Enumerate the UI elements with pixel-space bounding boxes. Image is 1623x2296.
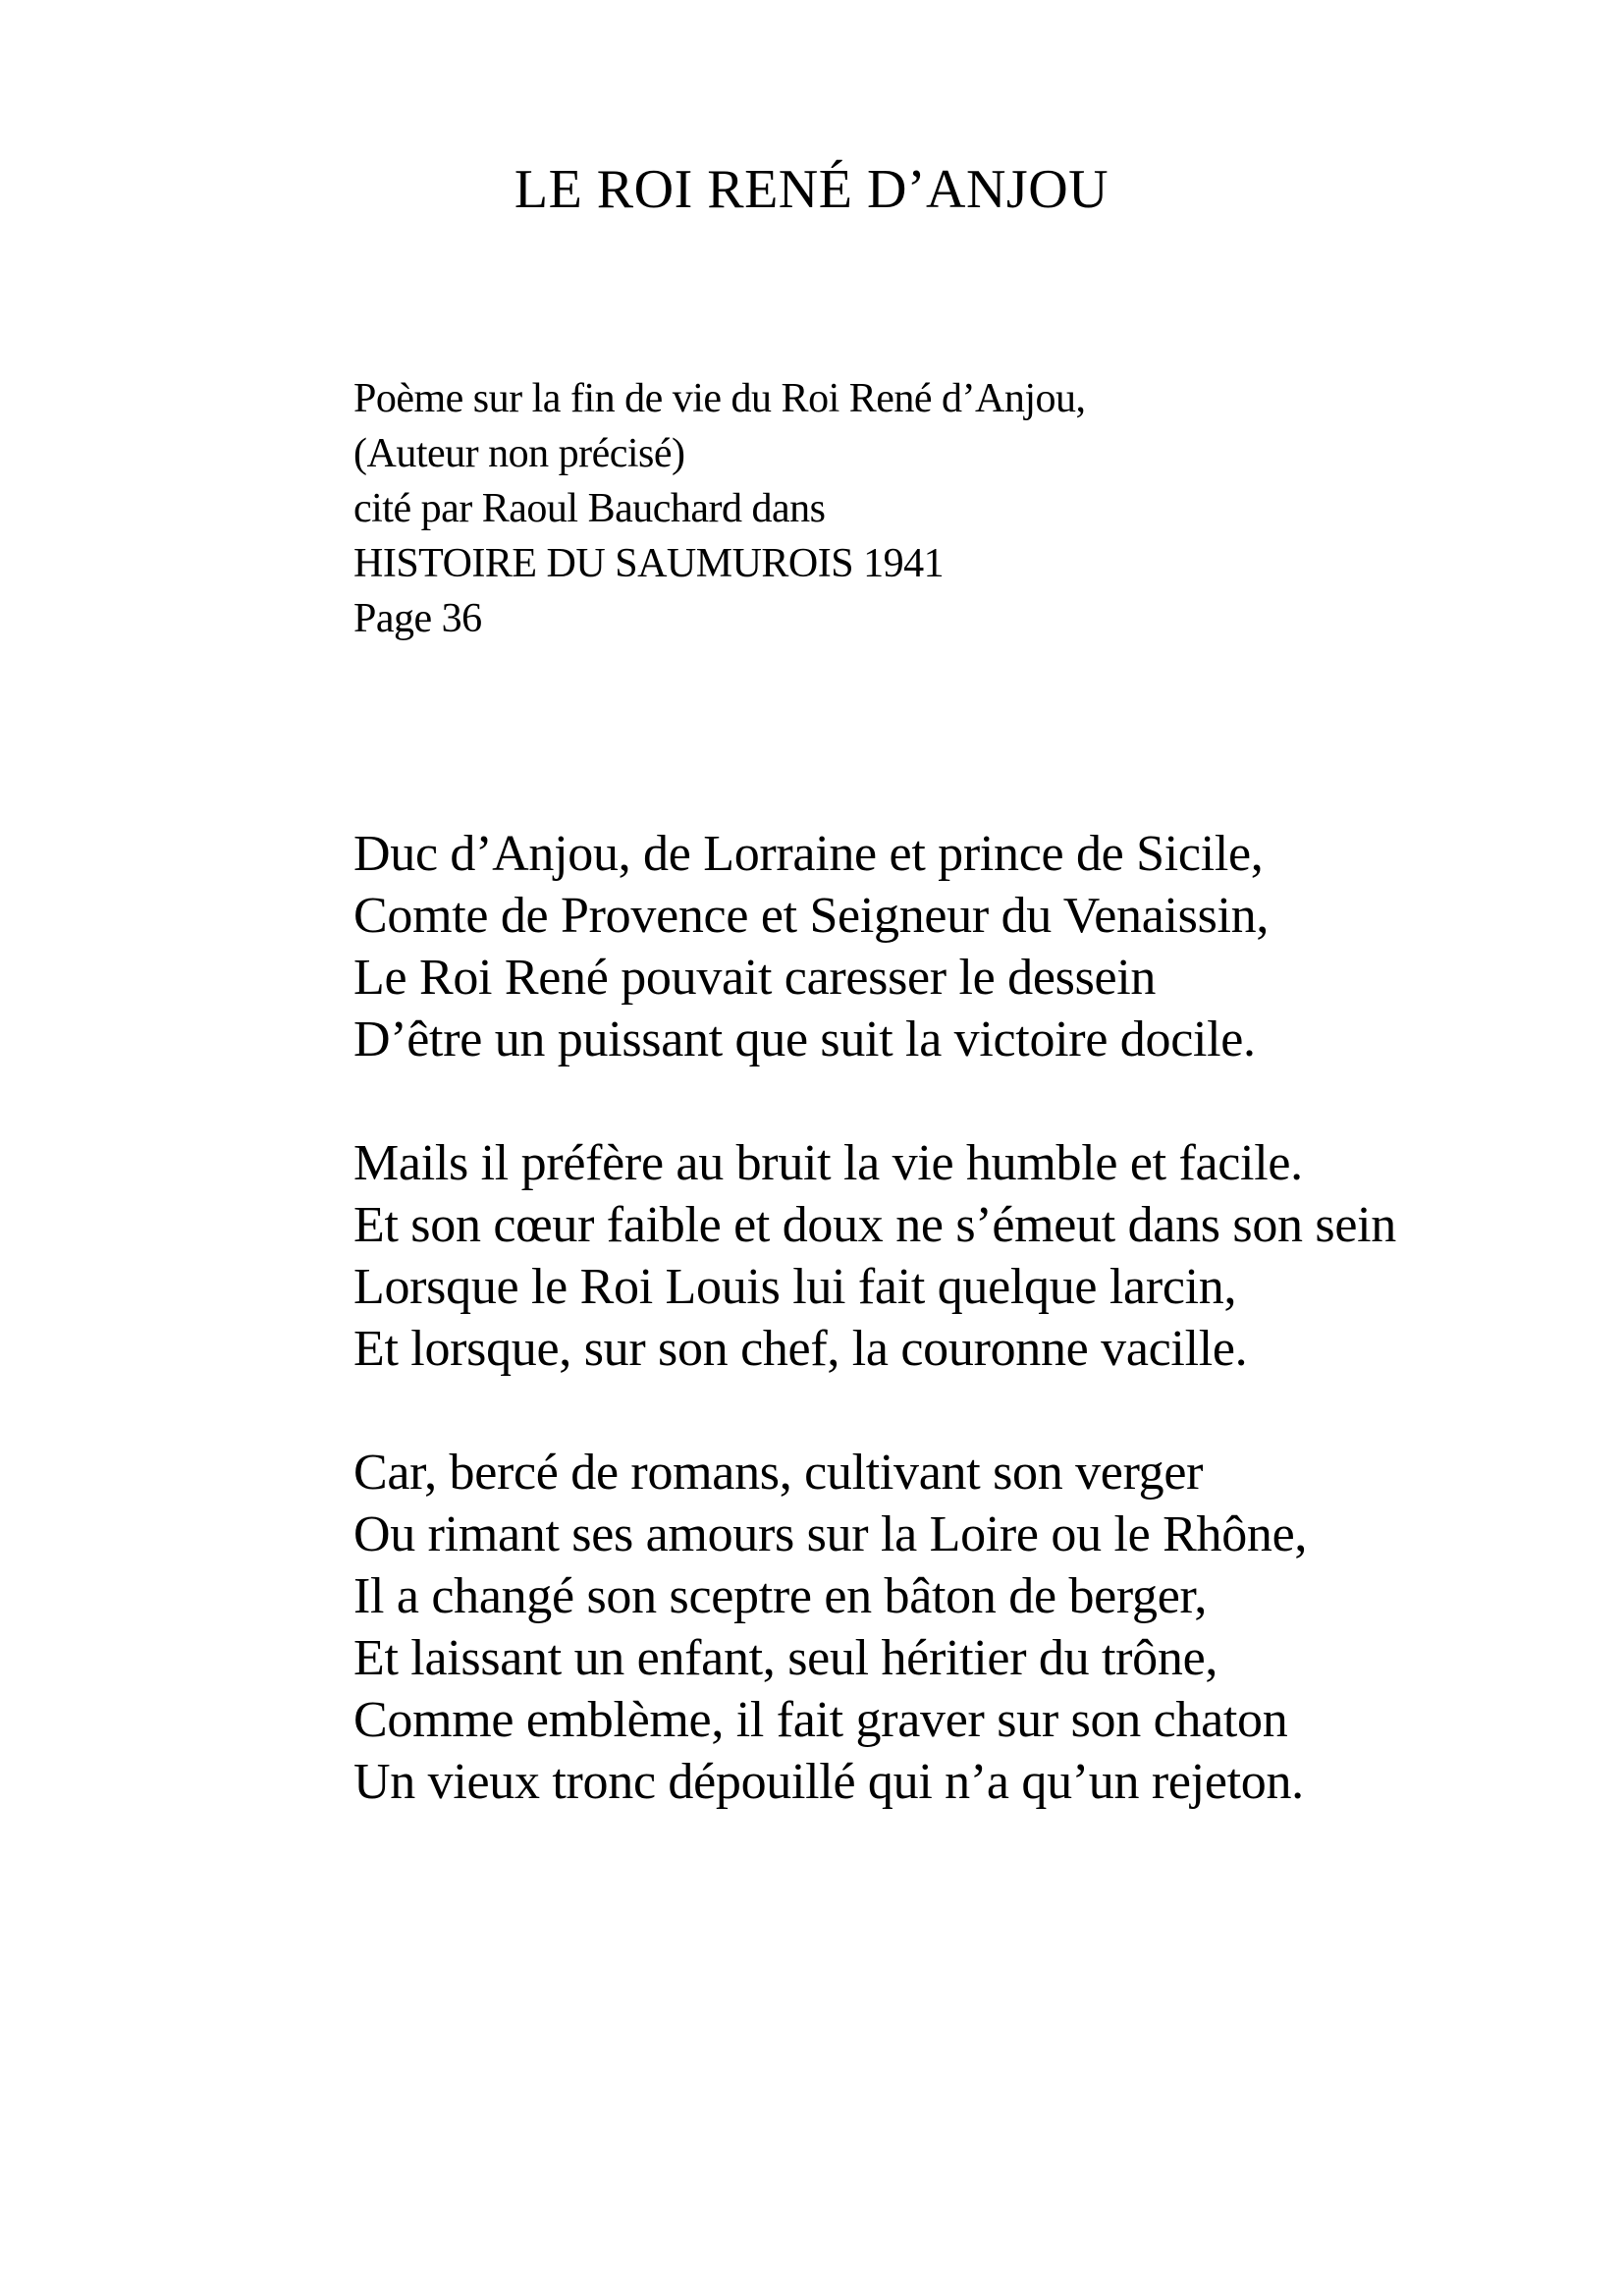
verse-line: Duc d’Anjou, de Lorraine et prince de Sicile, bbox=[353, 826, 1264, 882]
verse-line: Comte de Provence et Seigneur du Venaissin, bbox=[353, 888, 1270, 944]
source-line: cité par Raoul Bauchard dans bbox=[353, 486, 826, 531]
source-line: (Auteur non précisé) bbox=[353, 431, 685, 476]
source-line: Poème sur la fin de vie du Roi René d’Anjou, bbox=[353, 376, 1086, 421]
verse-line: Mails il préfère au bruit la vie humble et facile. bbox=[353, 1135, 1303, 1191]
verse-line: Lorsque le Roi Louis lui fait quelque larcin, bbox=[353, 1259, 1237, 1315]
verse-line: Et son cœur faible et doux ne s’émeut dans son sein bbox=[353, 1197, 1396, 1253]
verse-line: Le Roi René pouvait caresser le dessein bbox=[353, 950, 1157, 1006]
verse-line: Il a changé son sceptre en bâton de berger, bbox=[353, 1568, 1208, 1624]
verse-line: Un vieux tronc dépouillé qui n’a qu’un rejeton. bbox=[353, 1754, 1304, 1810]
page-title: LE ROI RENÉ D’ANJOU bbox=[514, 159, 1109, 220]
verse-line: Ou rimant ses amours sur la Loire ou le Rhône, bbox=[353, 1506, 1308, 1562]
verse-line: Et lorsque, sur son chef, la couronne vacille. bbox=[353, 1321, 1248, 1377]
stanza-1 bbox=[353, 823, 1581, 1070]
verse-line: Et laissant un enfant, seul héritier du trône, bbox=[353, 1630, 1218, 1686]
verse-line: Car, bercé de romans, cultivant son verger bbox=[353, 1445, 1204, 1501]
stanza-3 bbox=[353, 1442, 1581, 1813]
stanza-2 bbox=[353, 1132, 1581, 1380]
source-citation bbox=[353, 371, 1532, 646]
source-line: HISTOIRE DU SAUMUROIS 1941 bbox=[353, 541, 945, 586]
source-line: Page 36 bbox=[353, 596, 482, 641]
poem-body bbox=[353, 823, 1581, 1875]
verse-line: D’être un puissant que suit la victoire docile. bbox=[353, 1011, 1256, 1067]
verse-line: Comme emblème, il fait graver sur son chaton bbox=[353, 1692, 1288, 1748]
